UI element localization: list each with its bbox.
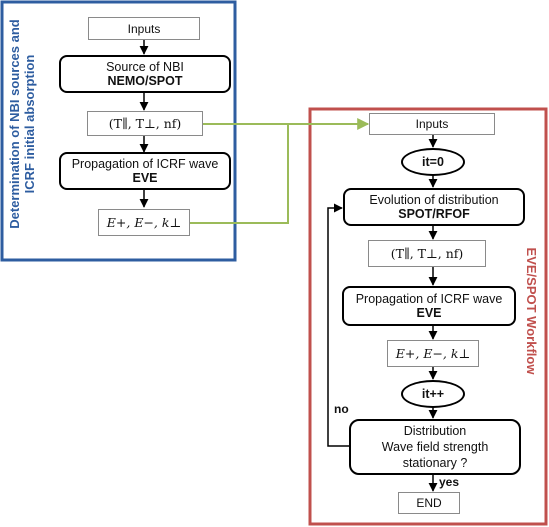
no-label: no: [334, 402, 349, 416]
right-inputs-box: [369, 113, 495, 135]
end-label: END: [416, 496, 442, 510]
evolution-title: Evolution of distribution: [369, 193, 499, 207]
right-temps-label: (T∥, T⊥, nf): [390, 245, 464, 261]
right-panel-title: EVE/SPOT Workflow: [524, 247, 539, 375]
left-temps-label: (T∥, T⊥, nf): [108, 115, 182, 131]
left-fields-box: [98, 209, 190, 236]
left-inputs-label: Inputs: [127, 21, 161, 36]
right-inputs-label: Inputs: [415, 117, 449, 131]
stationary-check-box: [349, 419, 521, 475]
right-fields-box: [387, 340, 479, 367]
left-fields-label: E+, E−, k⊥: [106, 214, 182, 230]
stationary-line3: stationary ?: [402, 456, 468, 470]
right-temps-box: [368, 240, 486, 267]
right-icrf-title: Propagation of ICRF wave: [355, 292, 503, 306]
nbi-source-box: [59, 55, 231, 93]
left-panel-title: Determination of NBI sources and ICRF initial absorption: [7, 19, 37, 229]
it-zero-label: it=0: [422, 155, 444, 169]
left-inputs-box: [88, 17, 200, 40]
left-temps-box: [87, 111, 203, 136]
right-icrf-box: [342, 286, 516, 326]
evolution-box: [343, 188, 525, 226]
left-icrf-code: EVE: [132, 171, 158, 185]
right-fields-label: E+, E−, k⊥: [395, 345, 471, 361]
yes-label: yes: [439, 475, 460, 489]
nbi-source-code: NEMO/SPOT: [107, 74, 183, 88]
left-icrf-box: [59, 152, 231, 190]
nbi-source-title: Source of NBI: [106, 60, 184, 74]
it-increment-node: [401, 380, 465, 408]
stationary-line1: Distribution: [403, 424, 467, 438]
left-icrf-title: Propagation of ICRF wave: [71, 157, 219, 171]
it-zero-node: [401, 148, 465, 176]
end-box: [398, 492, 460, 514]
right-icrf-code: EVE: [416, 306, 442, 320]
it-increment-label: it++: [421, 387, 445, 401]
stationary-line2: Wave field strength: [381, 440, 489, 454]
evolution-code: SPOT/RFOF: [398, 207, 470, 221]
